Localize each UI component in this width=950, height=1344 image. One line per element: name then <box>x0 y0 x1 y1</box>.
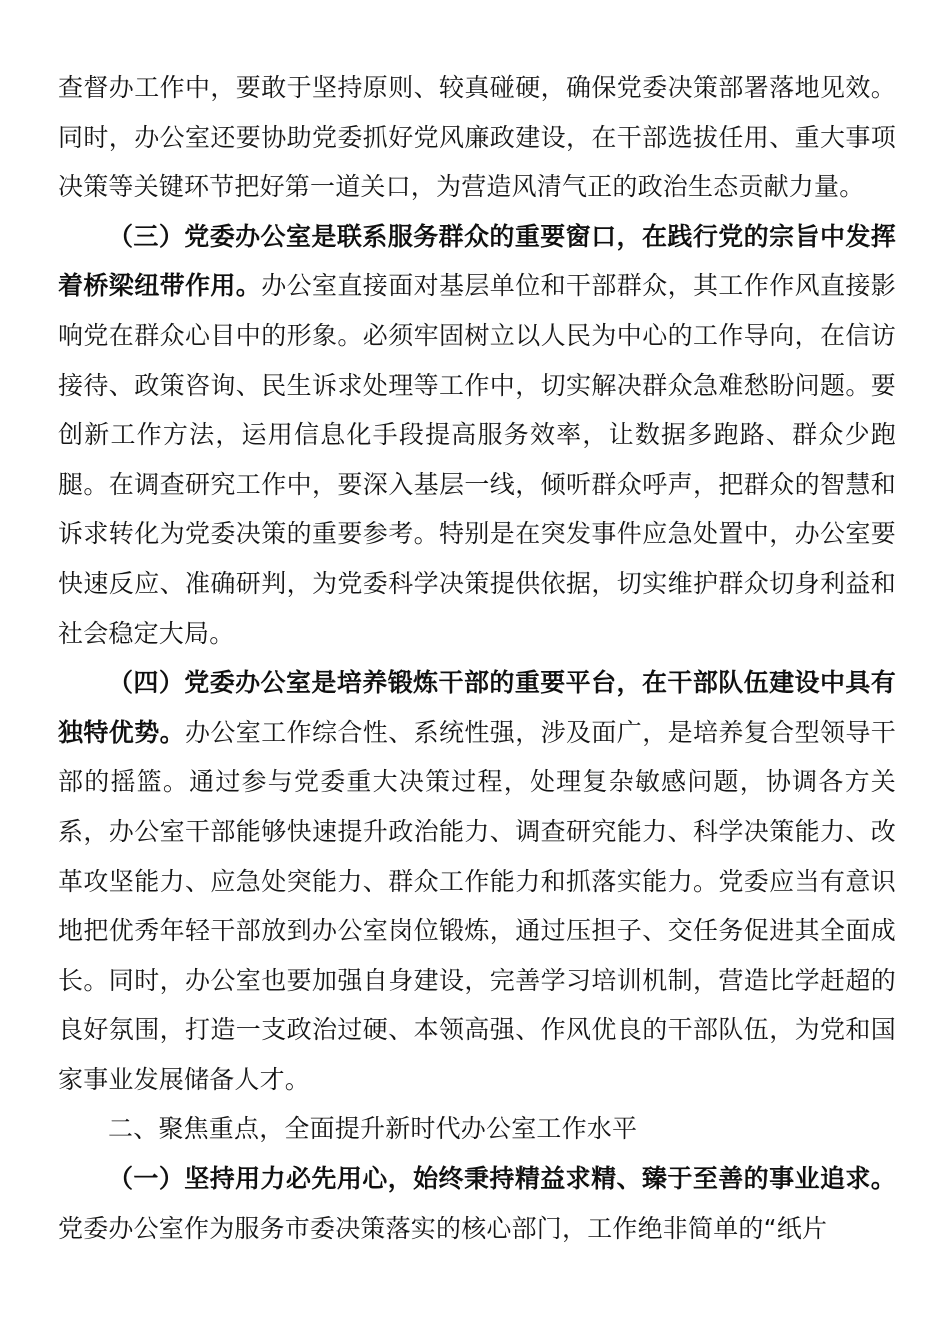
document-body <box>58 63 896 1253</box>
paragraph-continuation <box>58 63 896 212</box>
paragraph-section-two-one <box>58 1154 896 1253</box>
paragraph-text: 办公室工作综合性、系统性强，涉及面广，是培养复合型领导干部的摇篮。通过参与党委重大决策过程，处理复杂敏感问题，协调各方关系，办公室干部能够快速提升政治能力、调查研究能力、科学决策能力、改革攻坚能力、应急处突能力、群众工作能力和抓落实能力。党委应当有意识地把优秀年轻干部放到办公室岗位锻炼，通过压担子、交任务促进其全面成长。同时，办公室也要加强自身建设，完善学习培训机制，营造比学赶超的良好氛围，打造一支政治过硬、本领高强、作风优良的干部队伍，为党和国家事业发展储备人才。 <box>58 717 896 1094</box>
paragraph-text: 查督办工作中，要敢于坚持原则、较真碰硬，确保党委决策部署落地见效。同时，办公室还要协助党委抓好党风廉政建设，在干部选拔任用、重大事项决策等关键环节把好第一道关口，为营造风清气正的政治生态贡献力量。 <box>58 73 896 202</box>
paragraph-bold-lead: （四）党委办公室是培养锻炼干部的重要平台，在干部队伍建设中具有独特优势。 <box>58 668 896 747</box>
paragraph-section-three <box>58 212 896 658</box>
paragraph-section-four <box>58 658 896 1104</box>
section-heading: 二、聚焦重点，全面提升新时代办公室工作水平 <box>108 1114 638 1144</box>
paragraph-text: 党委办公室作为服务市委决策落实的核心部门，工作绝非简单的“纸片 <box>58 1213 828 1243</box>
paragraph-bold-lead: （一）坚持用力必先用心，始终秉持精益求精、臻于至善的事业追求。 <box>108 1164 896 1194</box>
paragraph-text: 办公室直接面对基层单位和干部群众，其工作作风直接影响党在群众心目中的形象。必须牢固树立以人民为中心的工作导向，在信访接待、政策咨询、民生诉求处理等工作中，切实解决群众急难愁盼问题。要创新工作方法，运用信息化手段提高服务效率，让数据多跑路、群众少跑腿。在调查研究工作中，要深入基层一线，倾听群众呼声，把群众的智慧和诉求转化为党委决策的重要参考。特别是在突发事件应急处置中，办公室要快速反应、准确研判，为党委科学决策提供依据，切实维护群众切身利益和社会稳定大局。 <box>58 271 896 648</box>
paragraph-bold-lead: （三）党委办公室是联系服务群众的重要窗口，在践行党的宗旨中发挥着桥梁纽带作用。 <box>58 221 896 301</box>
